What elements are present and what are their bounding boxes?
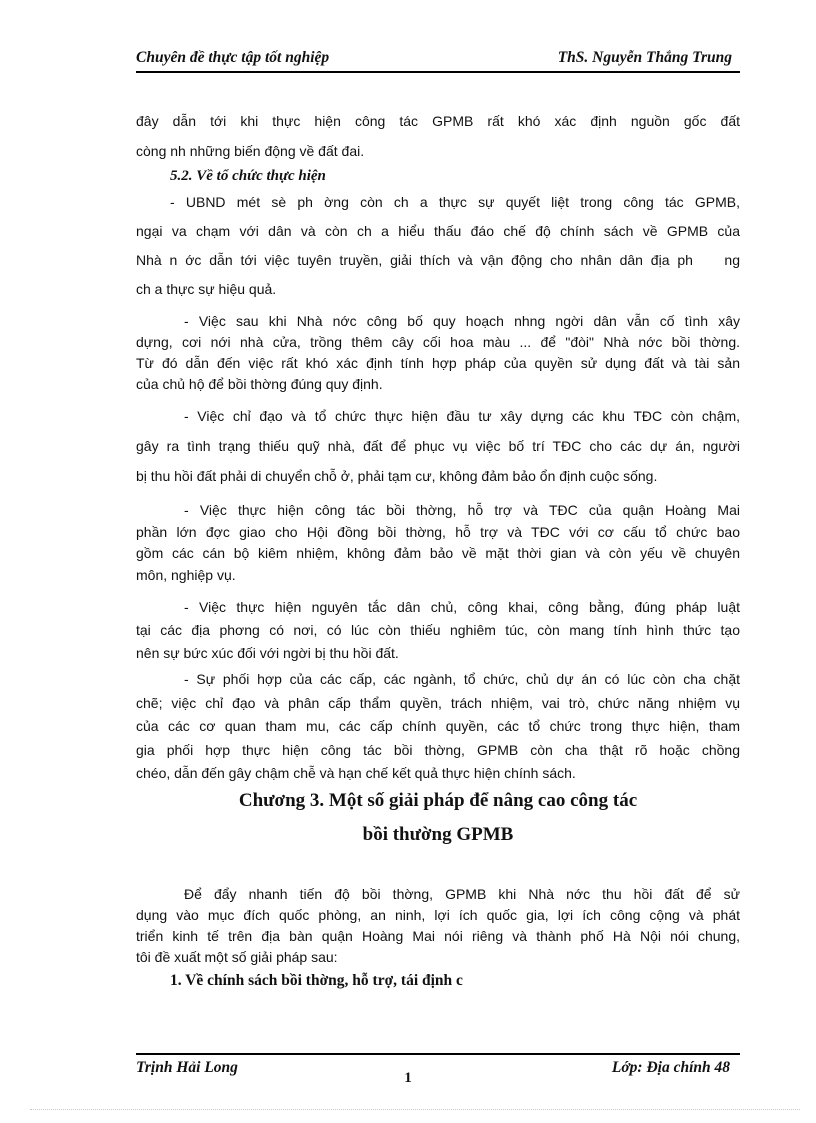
text-line: ch a thực sự hiệu quả.	[136, 281, 277, 297]
text-line: tôi đề xuất một số giải pháp sau:	[136, 949, 338, 965]
text-line: đây dẫn tới khi thực hiện công tác GPMB rất khó xác định nguồn gốc đất	[136, 113, 740, 129]
paragraph-proposal	[136, 884, 740, 968]
page-number: 1	[404, 1070, 412, 1086]
text-line: môn, nghiệp vụ.	[136, 566, 236, 583]
text-line: của chủ hộ để bồi thờng đúng quy định.	[136, 376, 383, 392]
text-line: - Việc thực hiện công tác bồi thờng, hỗ trợ và TĐC của quận Hoàng Mai	[184, 502, 740, 518]
text-line: - Việc thực hiện nguyên tắc dân chủ, công khai, công bằng, đúng pháp luật	[184, 599, 740, 615]
text-line: - UBND mét sè ph ờng còn ch a thực sự quyết liệt trong công tác GPMB,	[170, 194, 740, 210]
text-line: của các cơ quan tham mu, các cấp chính quyền, các tổ chức trong thực hiện, tham	[136, 718, 740, 734]
paragraph-democracy	[136, 596, 740, 665]
text-line: phần lớn đợc giao cho Hội đồng bồi thờng, hỗ trợ và TĐC với cơ cấu tổ chức bao	[136, 523, 740, 540]
paragraph-intro	[136, 106, 740, 166]
paragraph-resettlement	[136, 401, 740, 491]
text-line: bị thu hồi đất phải di chuyển chỗ ở, phải tạm cư, không đảm bảo ổn định cuộc sống.	[136, 468, 658, 484]
paragraph-ubnd	[136, 188, 740, 304]
paragraph-coordination	[136, 668, 740, 786]
text-line: gia phối hợp thực hiện công tác bồi thờng, GPMB còn cha thật rõ hoặc chồng	[136, 741, 740, 758]
text-line: gồm các cán bộ kiêm nhiệm, không đảm bảo về mặt thời gian và còn yếu về chuyên	[136, 545, 740, 561]
subheading-5-2: 5.2. Về tổ chức thực hiện	[170, 168, 326, 184]
text-line: chéo, dẫn đến gây chậm chễ và hạn chế kết quả thực hiện chính sách.	[136, 765, 576, 781]
page-header	[136, 47, 740, 73]
text-line: ngại va chạm với dân và còn ch a hiểu thấu đáo chế độ chính sách về GPMB của	[136, 223, 740, 239]
text-line: Nhà n ớc dẫn tới việc tuyên truyền, giải thích và vận động cho nhân dân địa ph ng	[136, 252, 740, 268]
text-line: Để đẩy nhanh tiến độ bồi thờng, GPMB khi Nhà nớc thu hồi đất để sử	[184, 886, 740, 902]
text-line: - Sự phối hợp của các cấp, các ngành, tổ chức, chủ dự án có lúc còn cha chặt	[184, 671, 740, 687]
paragraph-council	[136, 500, 740, 586]
chapter-title-line: Chương 3. Một số giải pháp để nâng cao công tác	[238, 790, 638, 811]
header-right-author: ThS. Nguyễn Thắng Trung	[557, 49, 732, 66]
text-line: - Việc chỉ đạo và tổ chức thực hiện đầu tư xây dựng các khu TĐC còn chậm,	[184, 408, 740, 424]
text-line: dựng, cơi nới nhà cửa, trồng thêm cây cối hoa màu ... để "đòi" Nhà nớc bồi thờng.	[136, 334, 740, 350]
footer-right-class: Lớp: Địa chính 48	[611, 1059, 730, 1076]
chapter-title	[136, 784, 740, 852]
text-line: gây ra tình trạng thiếu quỹ nhà, đất để phục vụ việc bố trí TĐC cho các dự án, người	[136, 438, 740, 454]
footer-left-author: Trịnh Hải Long	[136, 1059, 238, 1076]
text-line: chẽ; việc chỉ đạo và phân cấp thẩm quyền, trách nhiệm, vai trò, chức năng nhiệm vụ	[136, 694, 740, 711]
paragraph-construction	[136, 311, 740, 395]
text-line: nên sự bức xúc đối với ngời bị thu hồi đất.	[136, 645, 399, 661]
text-line: còng nh những biến động về đất đai.	[136, 143, 365, 159]
section-1-heading: 1. Về chính sách bồi thờng, hỗ trợ, tái định c	[170, 972, 463, 989]
text-line: Từ đó dẫn đến việc rất khó xác định tính hợp pháp của quyền sử dụng đất và tài sản	[136, 355, 740, 371]
text-line: tại các địa phơng có nơi, có lúc còn thiếu nghiêm túc, còn mang tính hình thức tạo	[136, 622, 740, 638]
text-line: triển kinh tế trên địa bàn quận Hoàng Mai nói riêng và thành phố Hà Nội nói chung,	[136, 928, 740, 944]
dotted-divider	[30, 1109, 800, 1110]
text-line: - Việc sau khi Nhà nớc công bố quy hoạch nhng ngời dân vẫn cố tình xây	[184, 313, 740, 329]
chapter-title-line: bồi thường GPMB	[362, 824, 514, 845]
text-line: dụng vào mục đích quốc phòng, an ninh, lợi ích quốc gia, lợi ích công cộng và phát	[136, 907, 740, 923]
header-left-title: Chuyên đề thực tập tốt nghiệp	[136, 49, 330, 66]
